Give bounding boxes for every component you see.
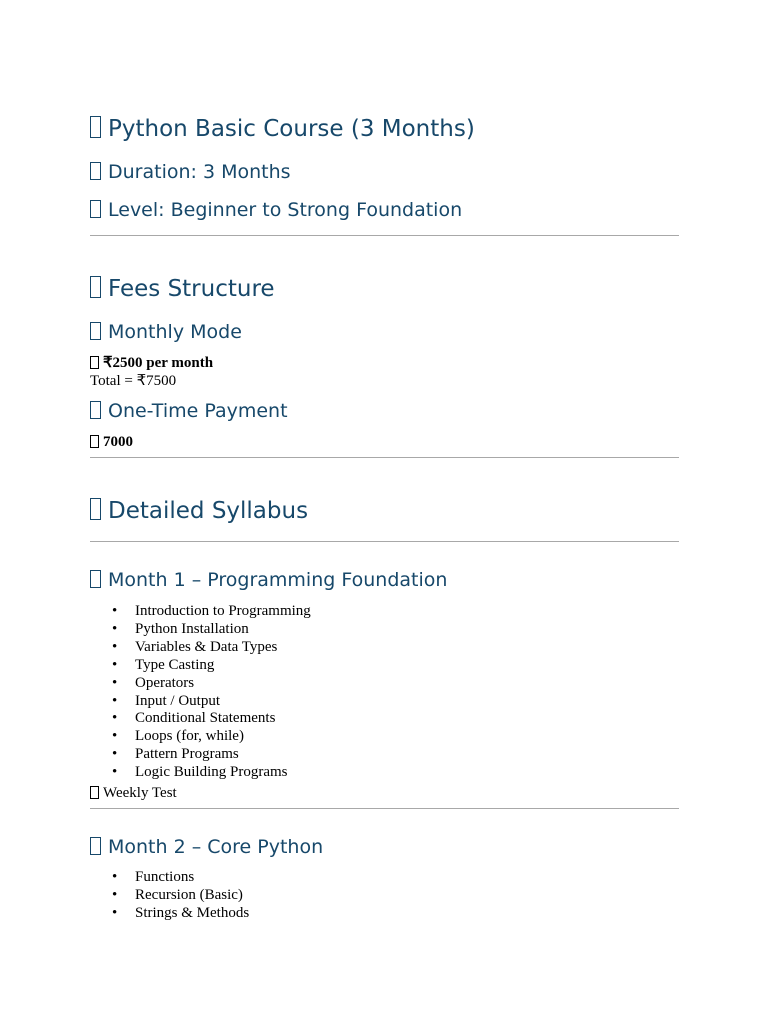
duration-heading xyxy=(90,161,291,183)
month2-topic-list xyxy=(90,869,249,923)
monthly-mode-text: Monthly Mode xyxy=(108,321,242,343)
monthly-price xyxy=(90,354,213,372)
missing-glyph-icon xyxy=(90,276,101,298)
syllabus-heading xyxy=(90,498,308,524)
divider xyxy=(90,457,679,458)
month1-topic-list xyxy=(90,603,311,782)
weekly-test xyxy=(90,784,177,802)
missing-glyph-icon xyxy=(90,786,99,799)
list-item: • Variables & Data Types xyxy=(90,639,311,657)
list-item: • Python Installation xyxy=(90,621,311,639)
list-item: • Input / Output xyxy=(90,693,311,711)
missing-glyph-icon xyxy=(90,116,101,138)
level-heading xyxy=(90,199,462,221)
divider xyxy=(90,808,679,809)
monthly-total: Total = ₹7500 xyxy=(90,373,177,389)
missing-glyph-icon xyxy=(90,162,101,180)
month2-heading-text: Month 2 – Core Python xyxy=(108,836,324,858)
list-item: • Type Casting xyxy=(90,657,311,675)
missing-glyph-icon xyxy=(90,837,101,855)
list-item: • Strings & Methods xyxy=(90,905,249,923)
missing-glyph-icon xyxy=(90,322,101,340)
missing-glyph-icon xyxy=(90,570,101,588)
month1-heading-text: Month 1 – Programming Foundation xyxy=(108,569,448,591)
one-time-heading xyxy=(90,400,288,422)
missing-glyph-icon xyxy=(90,356,99,369)
level-text: Level: Beginner to Strong Foundation xyxy=(108,199,463,221)
month2-heading xyxy=(90,836,323,858)
fees-heading-text: Fees Structure xyxy=(108,276,275,302)
missing-glyph-icon xyxy=(90,435,99,448)
course-title xyxy=(90,116,475,142)
divider xyxy=(90,541,679,542)
list-item: • Logic Building Programs xyxy=(90,764,311,782)
list-item: • Pattern Programs xyxy=(90,746,311,764)
one-time-price-text: 7000 xyxy=(103,434,133,450)
list-item: • Operators xyxy=(90,675,311,693)
syllabus-heading-text: Detailed Syllabus xyxy=(108,498,309,524)
one-time-heading-text: One-Time Payment xyxy=(108,400,288,422)
list-item: • Functions xyxy=(90,869,249,887)
missing-glyph-icon xyxy=(90,200,101,218)
monthly-mode-heading xyxy=(90,321,242,343)
list-item: • Loops (for, while) xyxy=(90,728,311,746)
weekly-test-text: Weekly Test xyxy=(103,785,177,801)
monthly-price-text: ₹2500 per month xyxy=(103,355,214,371)
one-time-price xyxy=(90,433,133,451)
divider xyxy=(90,235,679,236)
course-title-text: Python Basic Course (3 Months) xyxy=(108,116,475,142)
missing-glyph-icon xyxy=(90,498,101,520)
duration-text: Duration: 3 Months xyxy=(108,161,291,183)
missing-glyph-icon xyxy=(90,401,101,419)
list-item: • Recursion (Basic) xyxy=(90,887,249,905)
list-item: • Introduction to Programming xyxy=(90,603,311,621)
month1-heading xyxy=(90,569,447,591)
fees-heading xyxy=(90,276,275,302)
list-item: • Conditional Statements xyxy=(90,710,311,728)
